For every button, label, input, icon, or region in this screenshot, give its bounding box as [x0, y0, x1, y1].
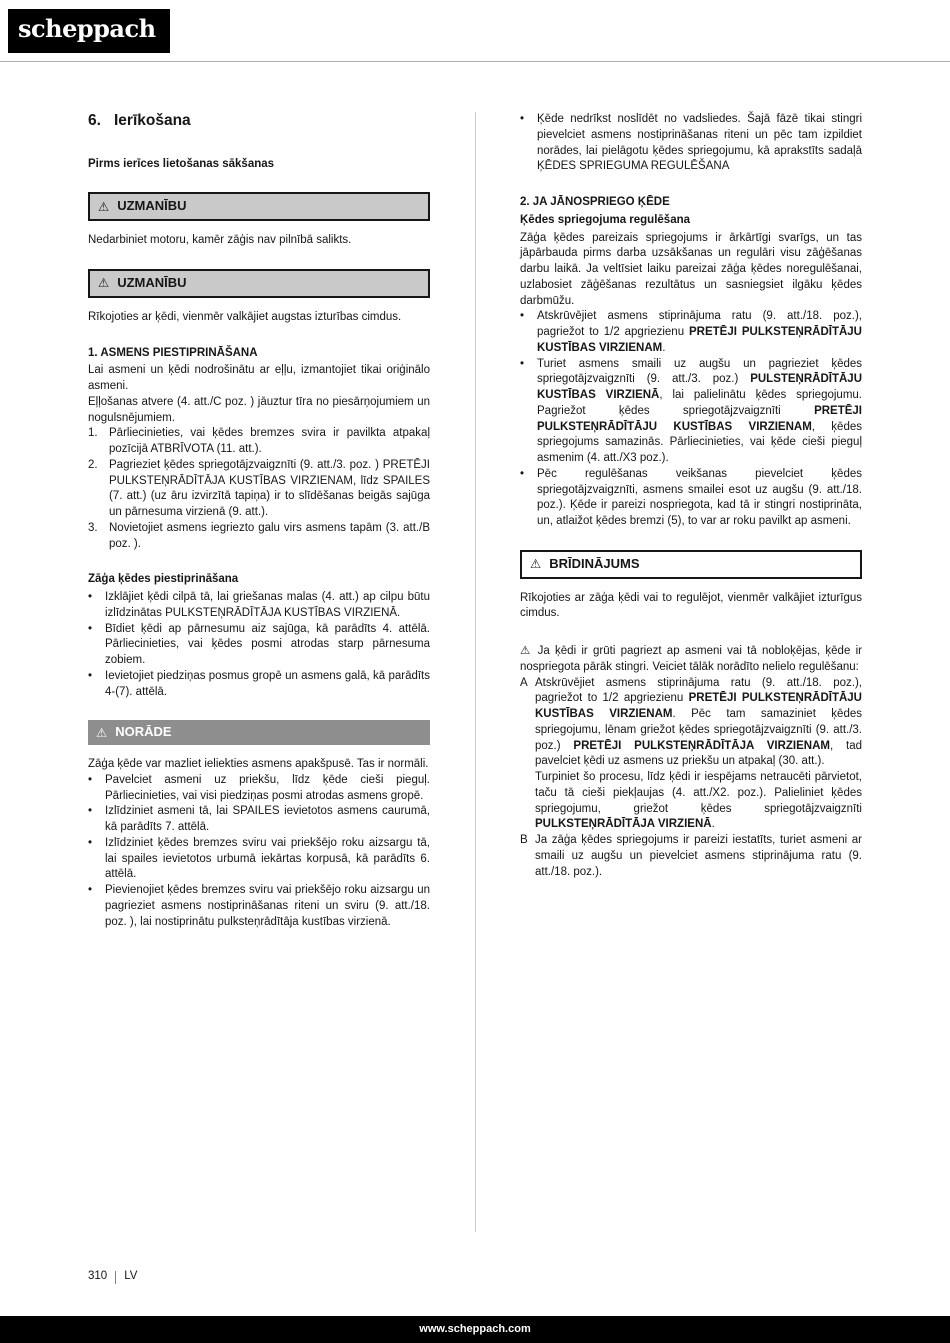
- text-run: Ķēde nedrīkst noslīdēt no vadsliedes. Šajā fāzē tikai stingri pievelciet asmens nostiprināšanas riteni un pēc tam izpildiet norādes, lai pielāgotu ķēdes spriegojumu, kā aprakstīts sadaļā ĶĒDES SPRIEGUMA REGULĒŠANA: [537, 113, 862, 173]
- text-run: Pārliecinieties, vai ķēdes bremzes svira ir pavilkta atpakaļ pozīcijā ATBRĪVOTA (11. att.).: [109, 427, 430, 456]
- text-run: Atskrūvējiet asmens stiprinājuma ratu (9. att./18. poz.), pagriežot to 1/2 apgriezienu: [537, 310, 862, 338]
- warning-triangle-icon: ⚠: [530, 557, 542, 572]
- paragraph: [88, 363, 430, 395]
- list-marker: 1.: [88, 427, 98, 440]
- warning-triangle-icon: ⚠: [520, 645, 538, 658]
- paragraph: [88, 233, 430, 249]
- list-marker: •: [88, 622, 93, 635]
- warning-triangle-icon: ⚠: [98, 276, 110, 291]
- list-item: [88, 836, 430, 883]
- list-item-text: [537, 112, 862, 175]
- text-run: Pavelciet asmeni uz priekšu, līdz ķēde cieši pieguļ. Pārliecinieties, vai visi piedziņas posmi atrodas asmens gropē.: [105, 773, 430, 802]
- emphasis-text: PULKSTEŅRĀDĪTĀJA VIRZIENĀ: [535, 818, 712, 831]
- list-item-text: [537, 467, 862, 530]
- sub-heading: Pirms ierīces lietošanas sākšanas: [88, 157, 275, 170]
- text-run: Turpiniet šo procesu, līdz ķēdi ir iespējams netraucēti pārvietot, taču tā cieši piekļaujas (4. att./X2. poz.). Palieliniet ķēdes spriegojumu, griežot ķēdes spriegotājzvaigznīti: [535, 771, 862, 815]
- text-run: Pievienojiet ķēdes bremzes sviru vai priekšējo roku aizsargu un pagrieziet asmens nostiprināšanas riteni un sviru (9. att./18. poz. ), lai nostiprinātu pulksteņrādītāja kustības virzienā.: [105, 884, 430, 928]
- list-item-text: [109, 426, 430, 458]
- emphasis-text: PRETĒJI PULKSTEŅRĀDĪTĀJU KUSTĪBAS VIRZIENAM: [537, 404, 862, 433]
- list-item: [88, 622, 430, 669]
- list-item: [88, 804, 430, 836]
- language-code: LV: [124, 1270, 138, 1283]
- list-item: [520, 676, 862, 771]
- list-item: [88, 458, 430, 521]
- text-run: Novietojiet asmens iegriezto galu virs asmens tapām (3. att./B poz. ).: [109, 521, 430, 550]
- paragraph: [520, 644, 862, 676]
- list-marker: •: [88, 591, 93, 604]
- list-item: [88, 521, 430, 553]
- list-item-text: [535, 833, 862, 880]
- text-run: Zāģa ķēde var mazliet ieliekties asmens apakšpusē. Tas ir normāli.: [88, 758, 429, 771]
- sub-heading: Ķēdes spriegojuma regulēšana: [520, 213, 691, 226]
- box-label: UZMANĪBU: [117, 274, 187, 290]
- list-marker: •: [88, 836, 93, 849]
- list-item-text: [105, 622, 430, 669]
- list-item-text: [535, 676, 862, 771]
- text-run: Bīdiet ķēdi ap pārnesumu aiz sajūga, kā parādīts 4. attēlā. Pārliecinieties, vai ķēdes posmi atrodas starp pārnesuma zobiem.: [105, 622, 430, 667]
- text-run: .: [711, 818, 715, 831]
- text-run: Izklājiet ķēdi cilpā tā, lai griešanas malas (4. att.) ap cilpu būtu izlīdzinātas PULKSTEŅRĀDĪTĀJA KUSTĪBAS VIRZIENĀ.: [105, 591, 430, 619]
- list-item-text: [105, 836, 430, 883]
- list-item-text: [105, 773, 430, 805]
- list-item-text: [105, 669, 430, 701]
- list-item-text: [105, 883, 430, 930]
- list-item-text: [105, 804, 430, 836]
- list-item-text: [105, 590, 430, 622]
- paragraph: [88, 757, 430, 773]
- list-marker: 2.: [88, 458, 98, 471]
- list-item: [520, 357, 862, 467]
- paragraph: [88, 310, 430, 326]
- text-run: Atskrūvējiet asmens stiprinājuma ratu (9. att./18. poz.), pagriežot to 1/2 apgriezienu: [535, 676, 862, 705]
- text-run: Rīkojoties ar ķēdi, vienmēr valkājiet augstas izturības cimdus.: [88, 310, 402, 323]
- warning-triangle-icon: ⚠: [98, 199, 110, 214]
- list-item: [88, 426, 430, 458]
- paragraph: [520, 591, 862, 623]
- continuation-paragraph: [535, 770, 862, 833]
- text-run: Lai asmeni un ķēdi nodrošinātu ar eļļu, izmantojiet tikai oriģinālo asmeni.: [88, 364, 430, 393]
- scheppach-logo: [8, 9, 170, 53]
- paragraph: [88, 395, 430, 427]
- left-column: [88, 112, 430, 1232]
- warning-triangle-icon: ⚠: [96, 725, 108, 740]
- text-run: . Pēc tam samaziniet ķēdes spriegojumu, lēnam griežot ķēdes spriegotājzvaigznīti (9. att./3. poz.): [535, 708, 862, 752]
- list-marker: 3.: [88, 521, 98, 534]
- text-run: Ievietojiet piedziņas posmus gropē un asmens galā, kā parādīts 4-(7). attēlā.: [105, 669, 430, 698]
- list-item: [88, 669, 430, 701]
- list-item: [520, 112, 862, 175]
- list-item: [520, 309, 862, 356]
- list-item: [88, 590, 430, 622]
- text-run: Ja ķēdi ir grūti pagriezt ap asmeni vai tā nobloķējas, ķēde ir nospriegota pārāk stingri. Veiciet tālāk norādīto nelielo regulēšanu:: [520, 645, 862, 673]
- text-run: Ja zāģa ķēdes spriegojums ir pareizi iestatīts, turiet asmeni ar smaili uz augšu un pievelciet asmens stiprinājuma ratu (9. att./18. poz.).: [535, 834, 862, 878]
- text-run: , ķēdes spriegojums samazinās. Pārliecinieties, vai ķēde cieši pieguļ asmenim (4. att./X3 poz.).: [537, 420, 862, 464]
- page-number: 310: [88, 1270, 108, 1283]
- list-marker: •: [520, 467, 525, 480]
- sub-heading: 2. JA JĀNOSPRIEGO ĶĒDE: [520, 196, 670, 208]
- list-marker: •: [520, 357, 525, 370]
- list-marker: •: [520, 310, 525, 323]
- caution-box: [88, 269, 430, 298]
- list-marker: •: [520, 113, 525, 125]
- box-label: BRĪDINĀJUMS: [549, 555, 640, 571]
- list-item: [520, 833, 862, 880]
- emphasis-text: PULSTEŅRĀDĪTĀJU KUSTĪBAS VIRZIENĀ: [537, 373, 862, 401]
- page-content: [0, 112, 950, 1232]
- text-run: Rīkojoties ar zāģa ķēdi vai to regulējot, vienmēr valkājiet izturīgus cimdus.: [520, 591, 862, 620]
- right-column: [520, 112, 862, 1232]
- text-run: .: [662, 341, 666, 354]
- emphasis-text: PRETĒJI PULKSTEŅRĀDĪTĀJU KUSTĪBAS VIRZIENAM: [537, 326, 862, 354]
- caution-box: [88, 192, 430, 221]
- section-heading: [88, 112, 430, 131]
- list-marker: A: [520, 676, 528, 689]
- list-item: [88, 883, 430, 930]
- list-item-text: [537, 309, 862, 356]
- list-item: [520, 467, 862, 530]
- list-item-text: [537, 357, 862, 467]
- text-run: , tad pavelciet ķēdi uz asmens uz priekšu un atpakaļ (30. att.).: [535, 739, 862, 768]
- text-run: Eļļošanas atvere (4. att./C poz. ) jāuztur tīra no piesārņojumiem un nogulsnējumiem.: [88, 395, 430, 424]
- warning-box: [520, 550, 862, 579]
- text-run: Izlīdziniet ķēdes bremzes sviru vai priekšējo roku aizsargu tā, lai spailes ievietotos urbumā iekārtas korpusā, kā parādīts 6. attēlā.: [105, 836, 430, 881]
- list-item-text: [109, 521, 430, 553]
- footer-separator: [115, 1271, 116, 1284]
- page-header: [0, 0, 950, 62]
- text-run: Nedarbiniet motoru, kamēr zāģis nav pilnībā salikts.: [88, 234, 352, 247]
- sub-heading: 1. ASMENS PIESTIPRINĀŠANA: [88, 346, 258, 359]
- box-label: UZMANĪBU: [117, 198, 187, 214]
- section-title: Ierīkošana: [114, 112, 191, 129]
- text-run: Pagrieziet ķēdes spriegotājzvaigznīti (9. att./3. poz. ) PRETĒJI PULKSTEŅRĀDĪTĀJA KUSTĪBAS VIRZIENAM, līdz SPAILES (7. att.) (uz āru izvirzītā tapiņa) ir to slīdēšanas beigās sajūga un pārnesuma virzienā (9. att.).: [109, 458, 430, 519]
- text-run: Turiet asmens smaili uz augšu un pagrieziet ķēdes spriegotājzvaigznīti (9. att./3. poz.): [537, 357, 862, 386]
- text-run: Izlīdziniet asmeni tā, lai SPAILES ievietotos asmens caurumā, kā parādīts 7. attēlā.: [105, 805, 430, 834]
- text-run: Pēc regulēšanas veikšanas pievelciet ķēdes spriegotājzvaigznīti, asmens smailei esot uz augšu (9. att./18. poz.). Ķēde ir pareizi nospriegota, kad tā ir stingri nostiprināta, un, atlaižot ķēdes bremzi (5), to var ar roku pavilkt ap asmeni.: [537, 467, 862, 527]
- list-marker: B: [520, 834, 528, 847]
- box-label: NORĀDE: [115, 724, 172, 740]
- section-number: 6.: [88, 112, 101, 129]
- footer-bar: [0, 1316, 950, 1343]
- column-divider: [475, 112, 476, 1232]
- list-marker: •: [88, 884, 93, 897]
- list-marker: •: [88, 669, 93, 682]
- list-marker: •: [88, 805, 93, 818]
- list-marker: •: [88, 773, 93, 786]
- text-run: Zāģa ķēdes pareizais spriegojums ir ārkārtīgi svarīgs, un tas jāpārbauda pirms darba uzsākšanas un regulāri visu zāģēšanas darbu laikā. Ja veltīsiet laiku pareizai zāģa ķēdes noregulēšanai, uzlabosiet zāģēšanas rezultātus un sasniegsiet ilgāku ķēdes darbmūžu.: [520, 231, 862, 307]
- emphasis-text: PRETĒJI PULKSTEŅRĀDĪTĀJA VIRZIENAM: [573, 739, 830, 752]
- note-box: [88, 720, 430, 745]
- list-item: [88, 773, 430, 805]
- sub-heading: Zāģa ķēdes piestiprināšana: [88, 573, 239, 586]
- logo-text: scheppach: [18, 14, 156, 43]
- list-item-text: [109, 458, 430, 521]
- page-footer: [88, 1269, 137, 1285]
- paragraph: [520, 231, 862, 310]
- text-run: , lai palielinātu ķēdes spriegojumu. Pagriežot ķēdes spriegotājzvaigznīti: [537, 389, 862, 417]
- footer-url: www.scheppach.com: [419, 1322, 531, 1335]
- emphasis-text: PRETĒJI PULKSTEŅRĀDĪTĀJU KUSTĪBAS VIRZIENAM: [535, 692, 862, 721]
